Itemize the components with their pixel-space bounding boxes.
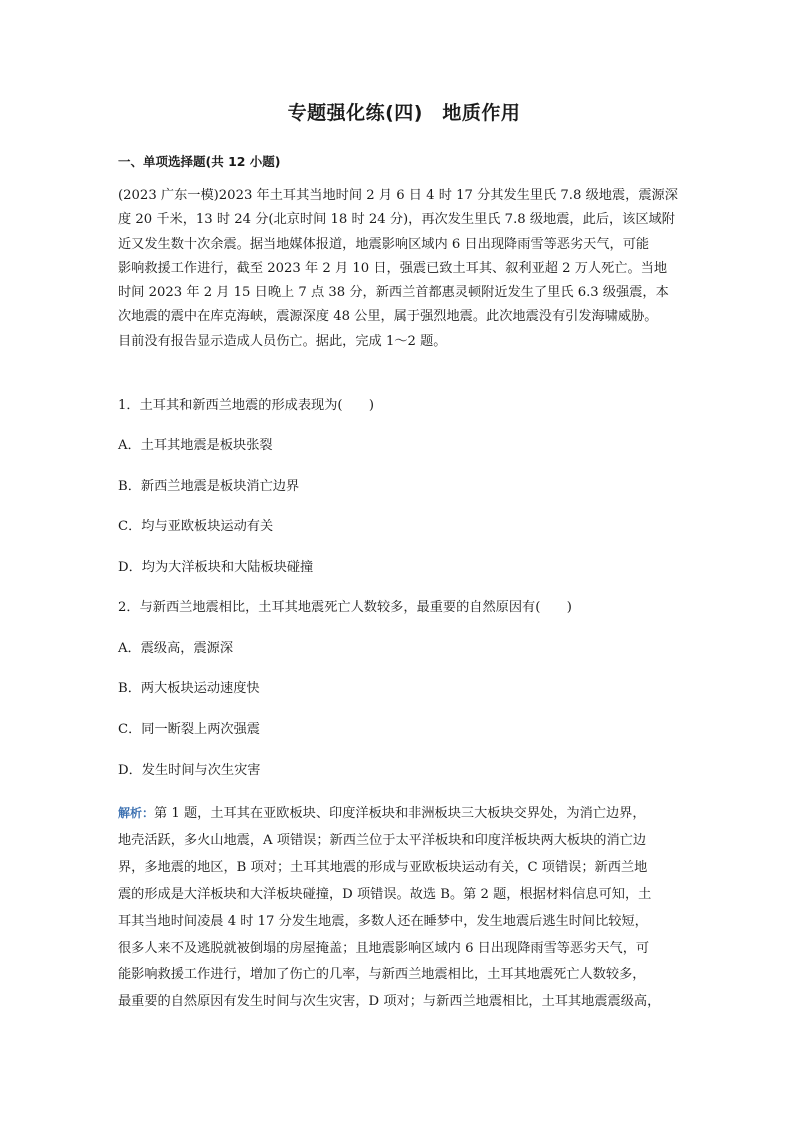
analysis-line: 耳其当地时间凌晨 4 时 17 分发生地震，多数人还在睡梦中，发生地震后逃生时间比较短， bbox=[118, 913, 648, 929]
question-1-option-c: C．均与亚欧板块运动有关 bbox=[118, 519, 274, 534]
question-1-option-b: B．新西兰地震是板块消亡边界 bbox=[118, 479, 300, 494]
passage-line: 次地震的震中在库克海峡，震源深度 48 公里，属于强烈地震。此次地震没有引发海啸威胁。 bbox=[118, 309, 658, 325]
analysis-line: 最重要的自然原因有发生时间与次生灾害，D 项对；与新西兰地震相比，土耳其地震震级高， bbox=[118, 994, 661, 1010]
analysis-first-line bbox=[118, 800, 690, 828]
question-2-option-b: B．两大板块运动速度快 bbox=[118, 681, 260, 696]
question-2-stem: 2．与新西兰地震相比，土耳其地震死亡人数较多，最重要的自然原因有( ) bbox=[118, 600, 572, 615]
question-1-option-d: D．均为大洋板块和大陆板块碰撞 bbox=[118, 560, 314, 575]
analysis-line: 界，多地震的地区，B 项对；土耳其地震的形成与亚欧板块运动有关，C 项错误；新西兰地 bbox=[118, 859, 648, 875]
passage-line: 时间 2023 年 2 月 15 日晚上 7 点 38 分，新西兰首都惠灵顿附近发生了里氏 6.3 级强震，本 bbox=[118, 285, 669, 301]
analysis-line: 地壳活跃，多火山地震，A 项错误；新西兰位于太平洋板块和印度洋板块两大板块的消亡边 bbox=[118, 832, 647, 848]
passage-line: 近又发生数十次余震。据当地媒体报道，地震影响区域内 6 日出现降雨雪等恶劣天气，可能 bbox=[118, 236, 650, 252]
page-title: 专题强化练(四) 地质作用 bbox=[287, 102, 521, 124]
passage-line: 目前没有报告显示造成人员伤亡。据此，完成 1～2 题。 bbox=[118, 333, 447, 349]
question-2-option-d: D．发生时间与次生灾害 bbox=[118, 763, 261, 778]
passage-line: 影响救援工作进行，截至 2023 年 2 月 10 日，强震已致土耳其、叙利亚超 2 万人死亡。当地 bbox=[118, 260, 668, 276]
passage-line: (2023 广东一模)2023 年土耳其当地时间 2 月 6 日 4 时 17 分其发生里氏 7.8 级地震，震源深 bbox=[118, 188, 678, 203]
answer-analysis bbox=[118, 800, 690, 1016]
question-2-option-c: C．同一断裂上两次强震 bbox=[118, 722, 260, 737]
analysis-line: 震的形成是大洋板块和大洋板块碰撞，D 项错误。故选 B。第 2 题，根据材料信息可知，土 bbox=[118, 886, 652, 902]
passage-line: 度 20 千米，13 时 24 分(北京时间 18 时 24 分)，再次发生里氏 7.8 级地震，此后，该区域附 bbox=[118, 212, 675, 228]
reading-passage bbox=[118, 184, 690, 354]
analysis-line: 很多人来不及逃脱就被倒塌的房屋掩盖；且地震影响区域内 6 日出现降雨雪等恶劣天气，可 bbox=[118, 940, 650, 956]
question-2-option-a: A．震级高，震源深 bbox=[118, 641, 234, 656]
analysis-label: 解析： bbox=[118, 806, 155, 820]
analysis-line: 能影响救援工作进行，增加了伤亡的几率，与新西兰地震相比，土耳其地震死亡人数较多， bbox=[118, 967, 646, 983]
section-heading: 一、单项选择题(共 12 小题) bbox=[118, 154, 281, 169]
question-1-option-a: A．土耳其地震是板块张裂 bbox=[118, 438, 273, 453]
analysis-text: 第 1 题，土耳其在亚欧板块、印度洋板块和非洲板块三大板块交界处，为消亡边界， bbox=[154, 806, 646, 821]
question-1-stem: 1．土耳其和新西兰地震的形成表现为( ) bbox=[118, 398, 375, 413]
